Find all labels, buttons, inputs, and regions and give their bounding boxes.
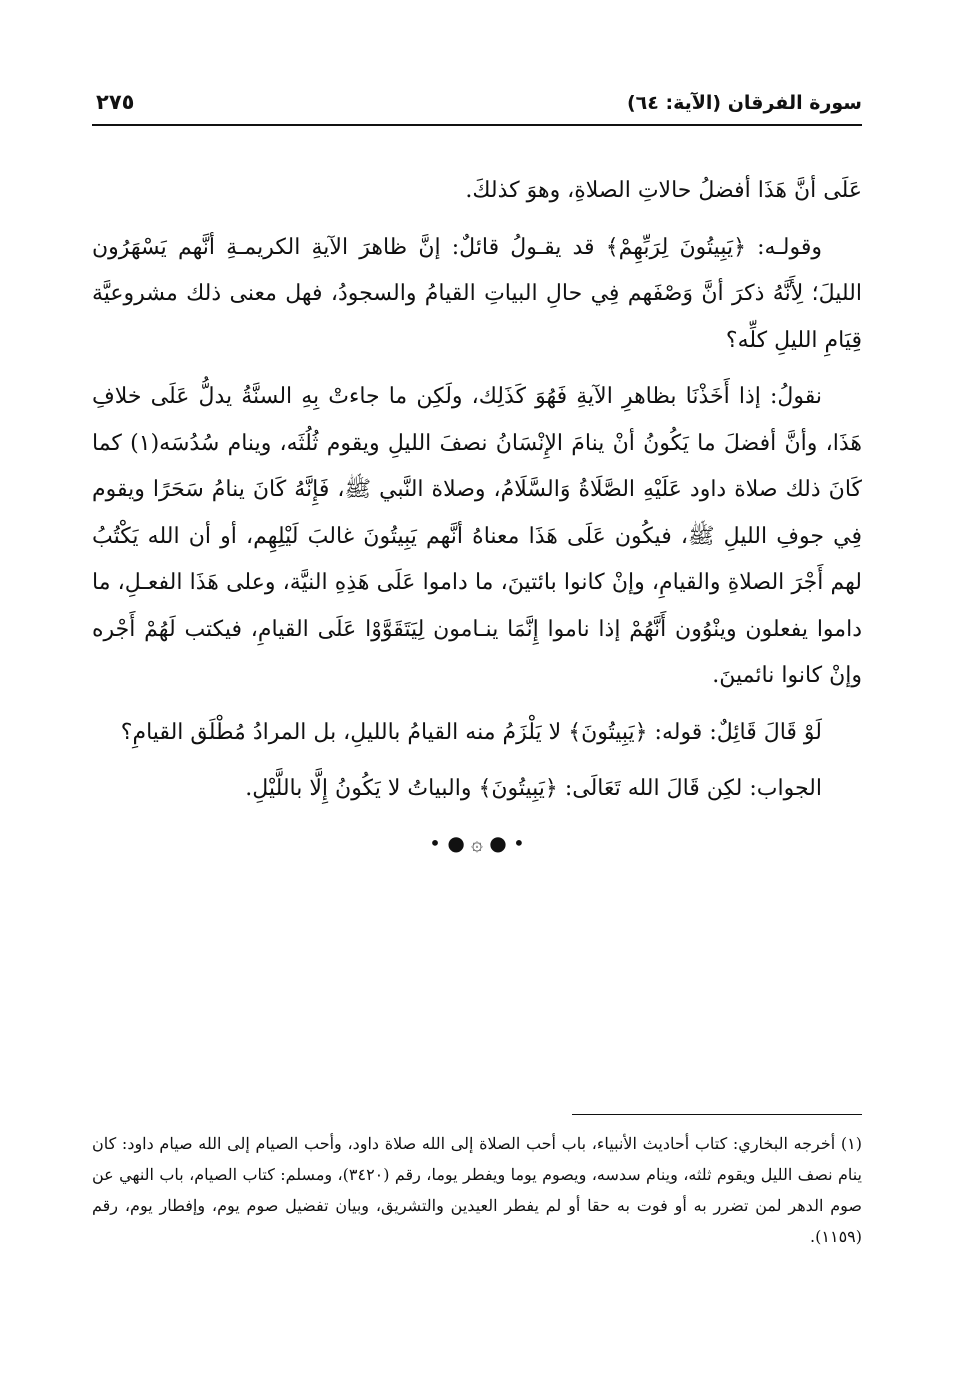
paragraph-1: عَلَى أنَّ هَذَا أفضلُ حالاتِ الصلاةِ، وهوَ كذلكَ. — [465, 178, 862, 203]
surah-title: سورة الفرقان (الآية: ٦٤) — [626, 92, 862, 114]
book-page — [92, 88, 862, 1348]
running-header — [92, 88, 862, 126]
paragraph-3: نقولُ: إذا أَخَذْنَا بظاهرِ الآيةِ فَهُوَ كَذَلِك، ولَكِن ما جاءتْ بِهِ السنَّةُ يدلُّ عَلَى خلافِ هَذَا، وأنَّ أفضلَ ما يَكُونُ أنْ ينامَ الإِنْسَانُ نصفَ الليلِ ويقوم ثُلُثَه، وينام سُدُسَه(١) كما كَانَ ذلك صلاة داود عَلَيْهِ الصَّلَاةُ وَالسَّلَامُ، وصلاة النَّبي ﷺ، فَإِنَّهُ كَانَ ينامُ سَحَرًا ويقوم فِي جوفِ الليلِ ﷺ، فيكُون عَلَى هَذَا معناهُ أنَّهم يَبِيتُونَ غالبَ لَيْلِهِم، أو أن الله يَكْتُبُ لهم أَجْرَ الصلاةِ والقيامِ، وإنْ كانوا بائتينَ، ما داموا عَلَى هَذِهِ النيَّة، وعلى هَذَا الفعـلِ، ما داموا يفعلون وينْوُون أَنَّهُمْ إذا ناموا إِنَّمَا ينـامون لِيَتَقَوَّوْا عَلَى القيامِ، فيكتب لَهُمْ أَجْره وإنْ كانوا نائمينَ. — [92, 384, 862, 688]
footnote-1: (١) أخرجه البخاري: كتاب أحاديث الأنبياء، باب أحب الصلاة إلى الله صلاة داود، وأحب الصيام إلى الله صيام داود: كان ينام نصف الليل ويقوم ثلثه، وينام سدسه، ويصوم يوما ويفطر يوما، رقم (٣٤٢٠)، ومسلم: كتاب الصيام، باب النهي عن صوم الدهر لمن تضرر به أو فوت به حقا أو لم يفطر العيدين والتشريق، وبيان تفضيل صوم يوم، وإفطار يوم، رقم (١١٥٩). — [92, 1134, 863, 1246]
footnote-separator — [572, 1114, 862, 1115]
paragraph-5: الجواب: لكِن قَالَ الله تَعَالَى: ﴿يَبِيتُونَ﴾ والبياتُ لا يَكُونُ إِلَّا باللَّيْلِ. — [245, 776, 822, 801]
paragraph-2: وقولـه: ﴿يَبِيتُونَ لِرَبِّهِمْ﴾ قد يقـولُ قائلٌ: إنَّ ظاهرَ الآيةِ الكريمـةِ أنَّهم يَسْهَرُون الليلَ؛ لِأَنَّهُ ذكرَ أنَّ وَصْفَهم فِي حالِ البياتِ القيامُ والسجودُ، فهل معنى ذلك مشروعيَّة قِيَامِ الليلِ كلِّه؟ — [92, 234, 862, 353]
section-ornament: • ● ۞ ● • — [429, 830, 525, 855]
footnotes — [92, 1128, 862, 1252]
main-text — [92, 168, 862, 863]
paragraph-4: لَوْ قَالَ قَائِلٌ: قوله: ﴿يَبِيتُونَ﴾ لا يَلْزَمُ منه القيامُ بالليلِ، بل المرادُ مُطْلَق القيامِ؟ — [120, 719, 822, 745]
page-number: ٢٧٥ — [96, 90, 135, 114]
